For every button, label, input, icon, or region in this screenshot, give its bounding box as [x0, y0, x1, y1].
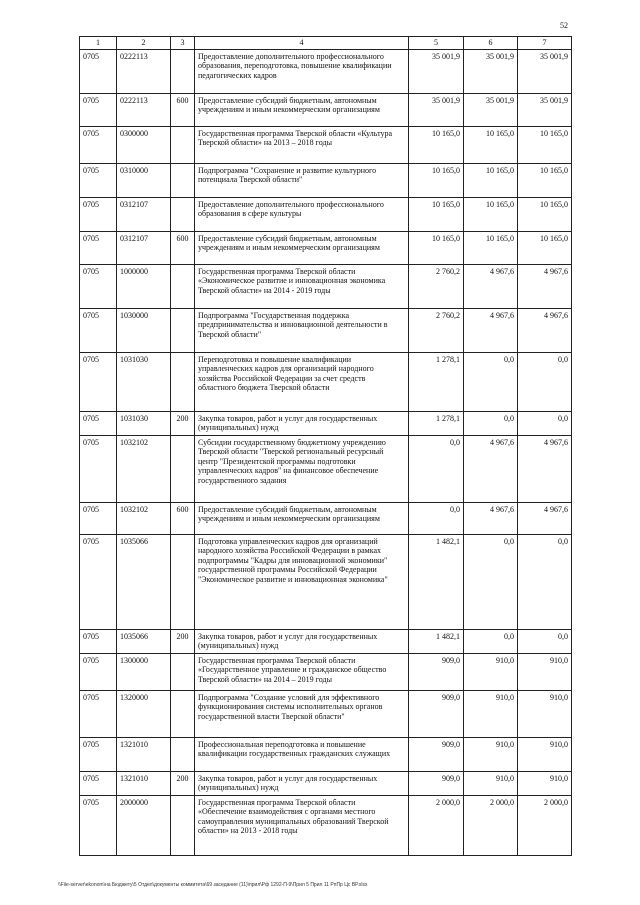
amount-col7-cell: 910,0 — [518, 771, 572, 795]
target-code-cell: 1032102 — [117, 502, 171, 534]
amount-col7-cell: 35 001,9 — [518, 93, 572, 126]
amount-col7-cell: 4 967,6 — [518, 502, 572, 534]
section-code-cell: 0705 — [80, 771, 117, 795]
amount-col5-cell: 909,0 — [409, 737, 464, 771]
amount-col7-cell: 910,0 — [518, 690, 572, 737]
section-code-cell: 0705 — [80, 690, 117, 737]
table-row — [80, 653, 572, 690]
expense-type-cell: 600 — [171, 502, 195, 534]
table-row — [80, 795, 572, 855]
section-code-cell: 0705 — [80, 435, 117, 502]
section-code-cell: 0705 — [80, 197, 117, 231]
amount-col6-cell: 0,0 — [464, 352, 518, 411]
section-code-cell: 0705 — [80, 352, 117, 411]
target-code-cell: 0310000 — [117, 163, 171, 197]
target-code-cell: 0312107 — [117, 231, 171, 264]
expense-type-cell — [171, 690, 195, 737]
item-name-cell: Предоставление субсидий бюджетным, автономным учреждениям и иным некоммерческим организациям — [195, 502, 409, 534]
item-name-cell: Переподготовка и повышение квалификации управленческих кадров для организаций народного хозяйства Российской Федерации за счет средств областного бюджета Тверской области — [195, 352, 409, 411]
expense-type-cell — [171, 653, 195, 690]
amount-col5-cell: 2 760,2 — [409, 308, 464, 352]
target-code-cell: 1321010 — [117, 737, 171, 771]
table-row — [80, 126, 572, 163]
target-code-cell: 1320000 — [117, 690, 171, 737]
section-code-cell: 0705 — [80, 231, 117, 264]
table-row — [80, 352, 572, 411]
amount-col7-cell: 2 000,0 — [518, 795, 572, 855]
amount-col5-cell: 10 165,0 — [409, 163, 464, 197]
item-name-cell: Субсидии государственному бюджетному учреждению Тверской области "Тверской региональный ресурсный центр "Президентской программы подготовки управленческих кадров" на финансовое обеспечение государственного задания — [195, 435, 409, 502]
amount-col6-cell: 10 165,0 — [464, 126, 518, 163]
amount-col7-cell: 910,0 — [518, 653, 572, 690]
amount-col6-cell: 4 967,6 — [464, 264, 518, 308]
amount-col6-cell: 35 001,9 — [464, 49, 518, 93]
amount-col5-cell: 1 278,1 — [409, 352, 464, 411]
table-row — [80, 163, 572, 197]
expense-type-cell: 600 — [171, 231, 195, 264]
amount-col5-cell: 0,0 — [409, 435, 464, 502]
item-name-cell: Подготовка управленческих кадров для организаций народного хозяйства Российской Федерации в рамках подпрограммы "Кадры для инновационной экономики" государственной программы Российской Федерации "Экономическое развитие и инновационная экономика" — [195, 534, 409, 629]
amount-col5-cell: 2 000,0 — [409, 795, 464, 855]
header-cell-1: 1 — [80, 37, 117, 50]
section-code-cell: 0705 — [80, 737, 117, 771]
expense-type-cell — [171, 795, 195, 855]
amount-col5-cell: 909,0 — [409, 771, 464, 795]
page-number: 52 — [560, 21, 568, 30]
amount-col5-cell: 1 482,1 — [409, 534, 464, 629]
amount-col7-cell: 0,0 — [518, 629, 572, 653]
target-code-cell: 0222113 — [117, 49, 171, 93]
header-cell-3: 3 — [171, 37, 195, 50]
table-row — [80, 308, 572, 352]
target-code-cell: 1300000 — [117, 653, 171, 690]
section-code-cell: 0705 — [80, 653, 117, 690]
table-body — [80, 49, 572, 855]
target-code-cell: 1000000 — [117, 264, 171, 308]
header-cell-2: 2 — [117, 37, 171, 50]
section-code-cell: 0705 — [80, 126, 117, 163]
file-path-footer: \\File-server\ekonom\на Бюджету\5 Отдел\документы коммитета\69 заседание (11)\прил\Рф 1292-П-9\Прил 5 Прил 11 РпПр Цс ВР.xlsx — [58, 882, 368, 888]
target-code-cell: 1030000 — [117, 308, 171, 352]
target-code-cell: 1321010 — [117, 771, 171, 795]
section-code-cell: 0705 — [80, 502, 117, 534]
table-row — [80, 629, 572, 653]
amount-col7-cell: 10 165,0 — [518, 197, 572, 231]
table-row — [80, 231, 572, 264]
amount-col6-cell: 2 000,0 — [464, 795, 518, 855]
amount-col7-cell: 910,0 — [518, 737, 572, 771]
target-code-cell: 1031030 — [117, 352, 171, 411]
amount-col6-cell: 910,0 — [464, 690, 518, 737]
header-cell-5: 5 — [409, 37, 464, 50]
item-name-cell: Государственная программа Тверской области «Государственное управление и гражданское общество Тверской области» на 2014 – 2019 годы — [195, 653, 409, 690]
table-row — [80, 411, 572, 435]
amount-col6-cell: 0,0 — [464, 629, 518, 653]
item-name-cell: Подпрограмма "Государственная поддержка предпринимательства и инновационной деятельности в Тверской области" — [195, 308, 409, 352]
amount-col5-cell: 35 001,9 — [409, 49, 464, 93]
amount-col6-cell: 4 967,6 — [464, 502, 518, 534]
target-code-cell: 1031030 — [117, 411, 171, 435]
item-name-cell: Предоставление субсидий бюджетным, автономным учреждениям и иным некоммерческим организациям — [195, 231, 409, 264]
item-name-cell: Закупка товаров, работ и услуг для государственных (муниципальных) нужд — [195, 629, 409, 653]
item-name-cell: Предоставление субсидий бюджетным, автономным учреждениям и иным некоммерческим организациям — [195, 93, 409, 126]
amount-col6-cell: 35 001,9 — [464, 93, 518, 126]
table-row — [80, 197, 572, 231]
target-code-cell: 0300000 — [117, 126, 171, 163]
amount-col5-cell: 35 001,9 — [409, 93, 464, 126]
expense-type-cell: 200 — [171, 411, 195, 435]
section-code-cell: 0705 — [80, 264, 117, 308]
amount-col7-cell: 10 165,0 — [518, 163, 572, 197]
target-code-cell: 2000000 — [117, 795, 171, 855]
amount-col6-cell: 10 165,0 — [464, 163, 518, 197]
expense-type-cell: 200 — [171, 629, 195, 653]
section-code-cell: 0705 — [80, 629, 117, 653]
item-name-cell: Подпрограмма "Сохранение и развитие культурного потенциала Тверской области" — [195, 163, 409, 197]
expense-type-cell — [171, 435, 195, 502]
table-row — [80, 49, 572, 93]
item-name-cell: Профессиональная переподготовка и повышение квалификации государственных гражданских служащих — [195, 737, 409, 771]
amount-col7-cell: 0,0 — [518, 534, 572, 629]
header-cell-4: 4 — [195, 37, 409, 50]
item-name-cell: Государственная программа Тверской области «Культура Тверской области» на 2013 – 2018 годы — [195, 126, 409, 163]
item-name-cell: Предоставление дополнительного профессионального образования в сфере культуры — [195, 197, 409, 231]
table-row — [80, 502, 572, 534]
amount-col5-cell: 1 278,1 — [409, 411, 464, 435]
section-code-cell: 0705 — [80, 534, 117, 629]
header-cell-7: 7 — [518, 37, 572, 50]
table-row — [80, 435, 572, 502]
section-code-cell: 0705 — [80, 163, 117, 197]
item-name-cell: Закупка товаров, работ и услуг для государственных (муниципальных) нужд — [195, 771, 409, 795]
amount-col7-cell: 4 967,6 — [518, 308, 572, 352]
expense-type-cell — [171, 264, 195, 308]
table-row — [80, 737, 572, 771]
section-code-cell: 0705 — [80, 93, 117, 126]
amount-col7-cell: 35 001,9 — [518, 49, 572, 93]
amount-col5-cell: 10 165,0 — [409, 126, 464, 163]
target-code-cell: 0312107 — [117, 197, 171, 231]
budget-table — [79, 36, 572, 856]
expense-type-cell — [171, 534, 195, 629]
table-row — [80, 534, 572, 629]
target-code-cell: 1032102 — [117, 435, 171, 502]
item-name-cell: Государственная программа Тверской области «Обеспечение взаимодействия с органами местного самоуправления муниципальных образований Тверской области» на 2013 - 2018 годы — [195, 795, 409, 855]
expense-type-cell — [171, 197, 195, 231]
amount-col5-cell: 1 482,1 — [409, 629, 464, 653]
amount-col6-cell: 4 967,6 — [464, 308, 518, 352]
amount-col7-cell: 0,0 — [518, 411, 572, 435]
target-code-cell: 1035066 — [117, 629, 171, 653]
expense-type-cell — [171, 126, 195, 163]
amount-col6-cell: 910,0 — [464, 737, 518, 771]
item-name-cell: Предоставление дополнительного профессионального образования, переподготовка, повышение квалификации педагогических кадров — [195, 49, 409, 93]
target-code-cell: 1035066 — [117, 534, 171, 629]
amount-col5-cell: 0,0 — [409, 502, 464, 534]
expense-type-cell: 600 — [171, 93, 195, 126]
target-code-cell: 0222113 — [117, 93, 171, 126]
table-row — [80, 771, 572, 795]
header-row — [80, 37, 572, 50]
amount-col5-cell: 909,0 — [409, 690, 464, 737]
expense-type-cell — [171, 352, 195, 411]
amount-col7-cell: 4 967,6 — [518, 435, 572, 502]
section-code-cell: 0705 — [80, 795, 117, 855]
amount-col7-cell: 10 165,0 — [518, 126, 572, 163]
section-code-cell: 0705 — [80, 49, 117, 93]
amount-col7-cell: 10 165,0 — [518, 231, 572, 264]
amount-col6-cell: 910,0 — [464, 653, 518, 690]
item-name-cell: Государственная программа Тверской области «Экономическое развитие и инновационная экономика Тверской области» на 2014 - 2019 годы — [195, 264, 409, 308]
amount-col7-cell: 0,0 — [518, 352, 572, 411]
amount-col6-cell: 910,0 — [464, 771, 518, 795]
amount-col5-cell: 10 165,0 — [409, 197, 464, 231]
section-code-cell: 0705 — [80, 308, 117, 352]
amount-col6-cell: 4 967,6 — [464, 435, 518, 502]
table-row — [80, 93, 572, 126]
expense-type-cell — [171, 49, 195, 93]
expense-type-cell — [171, 737, 195, 771]
amount-col6-cell: 10 165,0 — [464, 197, 518, 231]
amount-col5-cell: 909,0 — [409, 653, 464, 690]
table-row — [80, 690, 572, 737]
section-code-cell: 0705 — [80, 411, 117, 435]
table-row — [80, 264, 572, 308]
header-cell-6: 6 — [464, 37, 518, 50]
expense-type-cell: 200 — [171, 771, 195, 795]
amount-col6-cell: 10 165,0 — [464, 231, 518, 264]
amount-col7-cell: 4 967,6 — [518, 264, 572, 308]
item-name-cell: Подпрограмма "Создание условий для эффективного функционирования системы исполнительных органов государственной власти Тверской области" — [195, 690, 409, 737]
amount-col6-cell: 0,0 — [464, 534, 518, 629]
amount-col6-cell: 0,0 — [464, 411, 518, 435]
amount-col5-cell: 2 760,2 — [409, 264, 464, 308]
expense-type-cell — [171, 163, 195, 197]
expense-type-cell — [171, 308, 195, 352]
item-name-cell: Закупка товаров, работ и услуг для государственных (муниципальных) нужд — [195, 411, 409, 435]
amount-col5-cell: 10 165,0 — [409, 231, 464, 264]
